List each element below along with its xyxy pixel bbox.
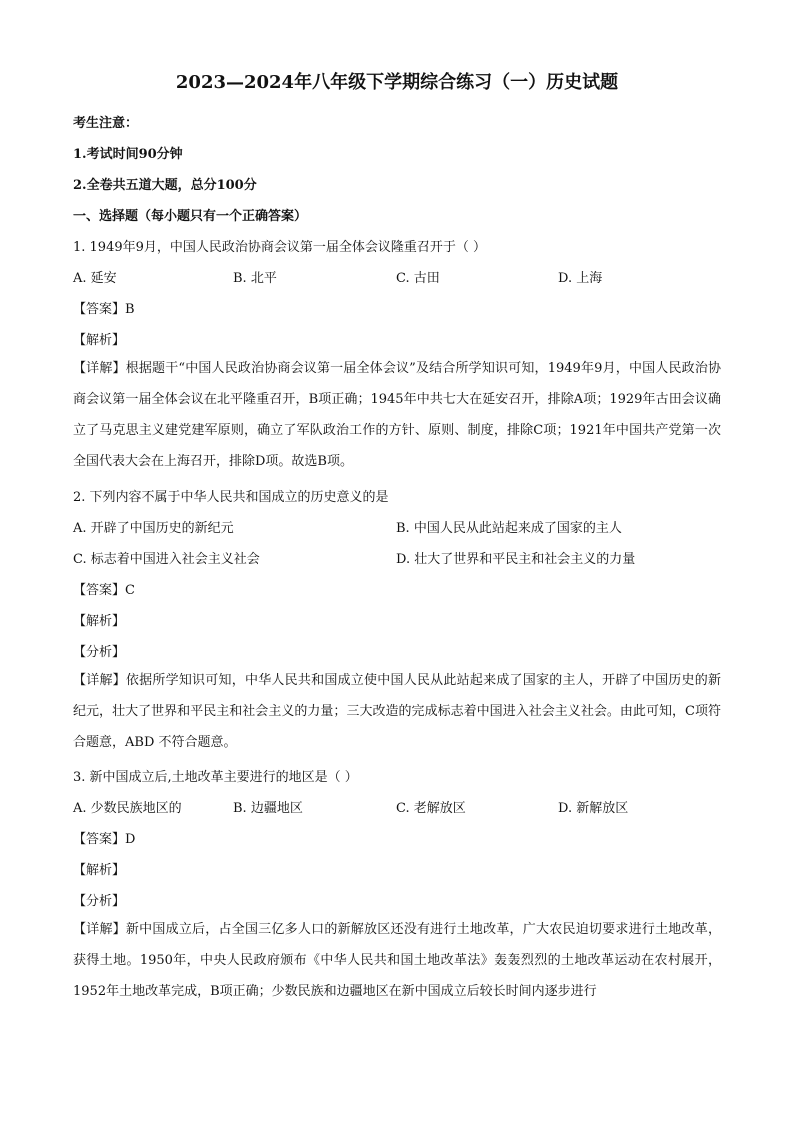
page-title: 2023—2024年八年级下学期综合练习（一）历史试题 <box>175 72 619 93</box>
question-3-stem: 3. 新中国成立后,土地改革主要进行的地区是（ ） <box>73 770 358 785</box>
question-2-option-c: C. 标志着中国进入社会主义社会 <box>73 552 260 567</box>
question-1-stem: 1. 1949年9月，中国人民政治协商会议第一届全体会议隆重召开于（ ） <box>73 240 487 255</box>
question-1-option-c: C. 古田 <box>396 271 440 286</box>
notice-item-score: 2.全卷共五道大题，总分100分 <box>73 178 257 193</box>
question-3-option-a: A. 少数民族地区的 <box>73 801 182 816</box>
question-3-detail: 【详解】新中国成立后，占全国三亿多人口的新解放区还没有进行土地改革，广大农民迫切要求进行土地改革，获得土地。1950年，中央人民政府颁布《中华人民共和国土地改革法》轰轰烈烈的土地改革运动在农村展开，1952年土地改革完成，B项正确；少数民族和边疆地区在新中国成立后较长时间内逐步进行 <box>73 922 721 999</box>
notice-item-time: 1.考试时间90分钟 <box>73 147 183 162</box>
question-1-answer: 【答案】B <box>73 302 135 317</box>
question-3-option-c: C. 老解放区 <box>396 801 466 816</box>
question-2-detail: 【详解】依据所学知识可知，中华人民共和国成立使中国人民从此站起来成了国家的主人，开辟了中国历史的新纪元，壮大了世界和平民主和社会主义的力量；三大改造的完成标志着中国进入社会主义社会。由此可知，C项符合题意，ABD 不符合题意。 <box>73 673 721 750</box>
question-3-analysis-label: 【解析】 <box>73 863 126 878</box>
question-1-option-b: B. 北平 <box>233 271 277 286</box>
question-2-fenxi-label: 【分析】 <box>73 645 126 660</box>
question-1-option-a: A. 延安 <box>73 271 117 286</box>
question-1-detail: 【详解】根据题干“中国人民政治协商会议第一届全体会议”及结合所学知识可知，1949年9月，中国人民政治协商会议第一届全体会议在北平隆重召开，B项正确；1945年中共七大在延安召开，排除A项；1929年古田会议确立了马克思主义建党建军原则，确立了军队政治工作的方针、原则、制度，排除C项；1921年中国共产党第一次全国代表大会在上海召开，排除D项。故选B项。 <box>73 361 721 469</box>
question-3-fenxi-label: 【分析】 <box>73 894 126 909</box>
question-2-option-b: B. 中国人民从此站起来成了国家的主人 <box>396 521 622 536</box>
question-2-answer: 【答案】C <box>73 583 135 598</box>
question-2-option-d: D. 壮大了世界和平民主和社会主义的力量 <box>396 552 636 567</box>
question-3-option-b: B. 边疆地区 <box>233 801 303 816</box>
question-2-stem: 2. 下列内容不属于中华人民共和国成立的历史意义的是 <box>73 490 389 505</box>
question-1-analysis-label: 【解析】 <box>73 333 126 348</box>
section-heading: 一、选择题（每小题只有一个正确答案） <box>73 209 308 224</box>
question-2-option-a: A. 开辟了中国历史的新纪元 <box>73 521 234 536</box>
question-1-option-d: D. 上海 <box>558 271 603 286</box>
question-3-option-d: D. 新解放区 <box>558 801 629 816</box>
question-3-answer: 【答案】D <box>73 832 136 847</box>
question-2-analysis-label: 【解析】 <box>73 614 126 629</box>
notice-heading: 考生注意： <box>73 116 139 131</box>
